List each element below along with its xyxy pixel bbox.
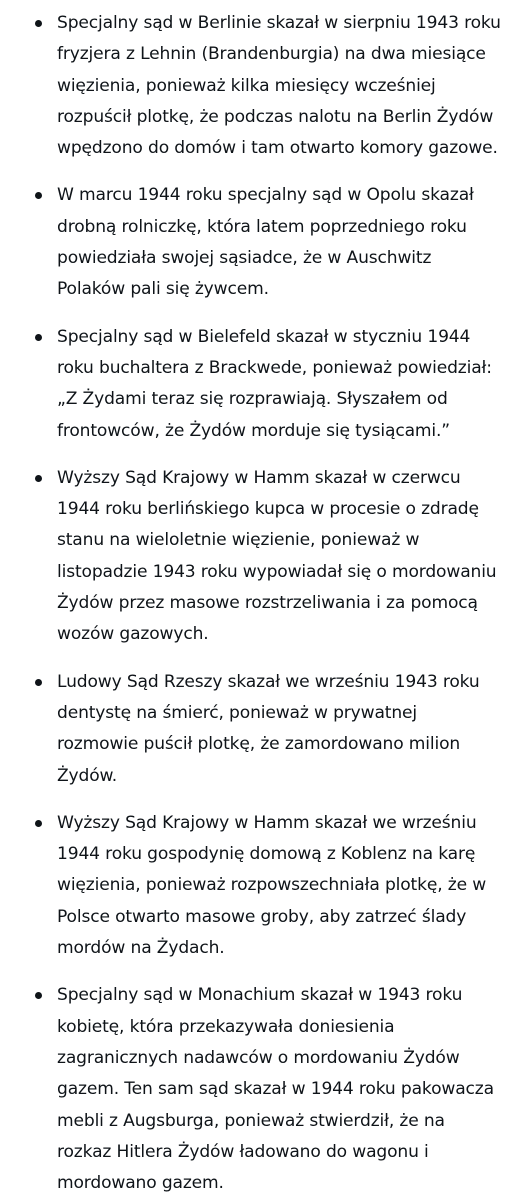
list-item-text: Specjalny sąd w Berlinie skazał w sierpniu 1943 roku fryzjera z Lehnin (Brandenburgia) na dwa miesiące więzienia, ponieważ kilka miesięcy wcześniej rozpuścił plotkę, że podczas nalotu na Berlin Żydów wpędzono do domów i tam otwarto komory gazowe. [57,13,501,159]
list-item-text: Wyższy Sąd Krajowy w Hamm skazał w czerwcu 1944 roku berlińskiego kupca w procesie o zdradę stanu na wieloletnie więzienie, ponieważ w listopadzie 1943 roku wypowiadał się o mordowaniu Żydów przez masowe rozstrzeliwania i za pomocą wozów gazowych. [57,467,497,645]
bullet-point [35,475,42,482]
list-item [0,322,512,447]
list-item [0,463,512,651]
bullet-point [35,192,42,199]
list-item-text: Ludowy Sąd Rzeszy skazał we wrześniu 1943 roku dentystę na śmierć, ponieważ w prywatnej rozmowie puścił plotkę, że zamordowano milion Żydów. [57,671,480,786]
list-item [0,667,512,792]
list-item [0,980,512,1199]
bullet-point [35,679,42,686]
list-item-text: Specjalny sąd w Monachium skazał w 1943 roku kobietę, która przekazywała doniesienia zagranicznych nadawców o mordowaniu Żydów gazem. Ten sam sąd skazał w 1944 roku pakowacza mebli z Augsburga, ponieważ stwierdził, że na rozkaz Hitlera Żydów ładowano do wagonu i mordowano gazem. [57,985,494,1194]
list-item-text: Specjalny sąd w Bielefeld skazał w styczniu 1944 roku buchaltera z Brackwede, ponieważ powiedział: „Z Żydami teraz się rozprawiają. Słyszałem od frontowców, że Żydów morduje się tysiącami.” [57,326,492,441]
bullet-point [35,334,42,341]
bullet-point [35,992,42,999]
bullet-point [35,820,42,827]
bullet-point [35,20,42,27]
list-item [0,180,512,305]
list-item [0,8,512,164]
list-item-text: Wyższy Sąd Krajowy w Hamm skazał we wrześniu 1944 roku gospodynię domową z Koblenz na karę więzienia, ponieważ rozpowszechniała plotkę, że w Polsce otwarto masowe groby, aby zatrzeć ślady mordów na Żydach. [57,812,487,959]
list-item [0,808,512,964]
list-item-text: W marcu 1944 roku specjalny sąd w Opolu skazał drobną rolniczkę, która latem poprzedniego roku powiedziała swojej sąsiadce, że w Auschwitz Polaków pali się żywcem. [57,185,474,300]
